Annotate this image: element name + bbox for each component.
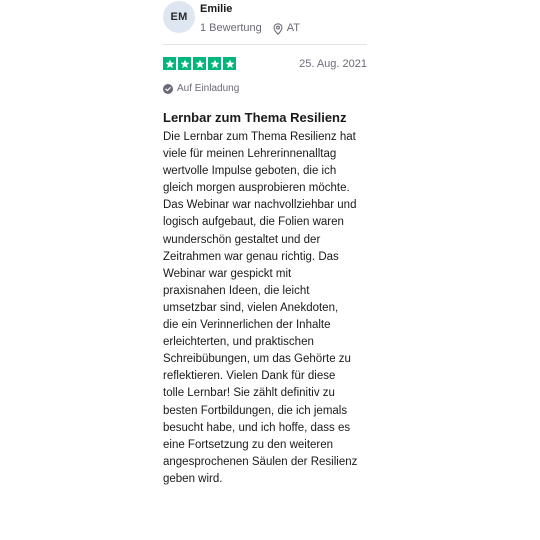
review-body-line: viele für meinen Lehrerinnenalltag	[163, 148, 337, 161]
review-count: 1 Bewertung	[200, 22, 262, 34]
rating-row	[163, 57, 367, 71]
review-body-line: wunderschön gestaltet und der	[163, 233, 321, 246]
star-icon	[163, 57, 176, 70]
review-body-line: logisch aufgebaut, die Folien waren	[163, 216, 344, 229]
review-body	[163, 129, 373, 488]
review-body-line: wertvolle Impulse geboten, die ich	[163, 165, 337, 178]
avatar[interactable]: EM	[163, 1, 195, 33]
verification-text: Auf Einladung	[177, 83, 240, 94]
review-body-line: Schreibübungen, um das Gehörte zu	[163, 353, 351, 366]
review-title[interactable]: Lernbar zum Thema Resilienz	[163, 110, 347, 125]
review-body-line: umsetzbar sind, vielen Anekdoten,	[163, 301, 339, 314]
review-body-line: besten Fortbildungen, die ich jemals	[163, 404, 348, 417]
review-body-line: erleichterten, und praktischen	[163, 336, 314, 349]
star-icon	[223, 57, 236, 70]
star-icon	[193, 57, 206, 70]
review-body-line: Das Webinar war nachvollziehbar und	[163, 199, 357, 212]
star-icon	[208, 57, 221, 70]
review-body-line: tolle Lernbar! Sie zählt definitiv zu	[163, 387, 335, 400]
review-body-line: gleich morgen ausprobieren möchte.	[163, 182, 350, 195]
review-body-line: praxisnahen Ideen, die leicht	[163, 284, 310, 297]
check-circle-icon	[163, 84, 173, 94]
review-body-line: geben wird.	[163, 472, 223, 485]
review-date: 25. Aug. 2021	[299, 58, 367, 70]
divider	[163, 44, 367, 45]
review-body-line: Webinar war gespickt mit	[163, 267, 292, 280]
review-body-line: besucht habe, und ich hoffe, dass es	[163, 421, 351, 434]
map-pin-icon	[273, 23, 283, 35]
reviewer-meta	[200, 22, 300, 35]
reviewer-name[interactable]: Emilie	[200, 3, 233, 15]
review-body-line: Zeitrahmen war genau richtig. Das	[163, 250, 339, 263]
review-body-line: angesprochenen Säulen der Resilienz	[163, 455, 358, 468]
review-body-line: eine Fortsetzung zu den weiteren	[163, 438, 334, 451]
review-body-line: die ein Verinnerlichen der Inhalte	[163, 319, 331, 332]
verification-label[interactable]	[163, 83, 239, 95]
star-rating	[163, 57, 236, 70]
reviewer-country: AT	[286, 22, 301, 34]
review-card	[163, 0, 367, 485]
reviewer-info	[200, 3, 300, 35]
review-body-line: Die Lernbar zum Thema Resilienz hat	[163, 131, 356, 143]
review-body-line: reflektieren. Vielen Dank für diese	[163, 370, 336, 383]
reviewer-header	[163, 0, 367, 44]
star-icon	[178, 57, 191, 70]
